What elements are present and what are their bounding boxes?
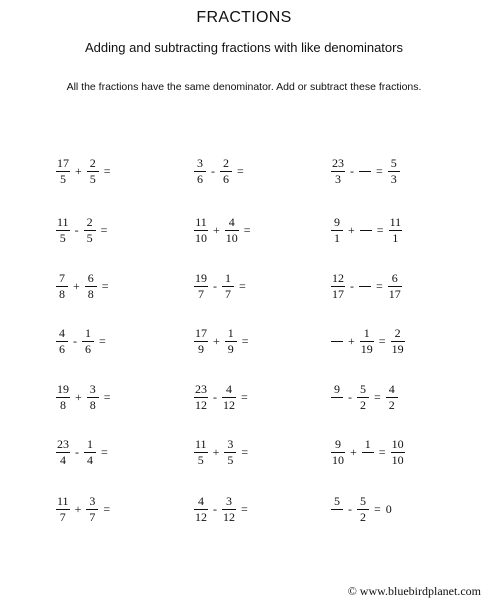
operator: + (75, 389, 82, 404)
operator: - (348, 389, 352, 404)
operator: + (213, 333, 220, 348)
operand-b-denominator: 10 (225, 230, 238, 245)
result-denominator: 19 (391, 341, 404, 356)
operand-b-numerator: 5 (360, 381, 366, 396)
operator: + (213, 222, 220, 237)
fraction-problem (331, 212, 402, 248)
fraction-problem (56, 323, 106, 359)
operator: + (74, 501, 82, 516)
fraction-problem (56, 434, 108, 470)
operand-b-numerator: 4 (226, 381, 232, 396)
operand-a (56, 157, 70, 186)
operand-a-denominator: 4 (60, 452, 66, 467)
operand-b-numerator: 1 (87, 436, 93, 451)
equals-sign: = (241, 333, 249, 348)
operator: + (350, 444, 357, 459)
operand-b (222, 495, 236, 524)
result-numerator: 4 (388, 381, 395, 396)
fraction-problem (331, 323, 405, 359)
operand-b (84, 216, 96, 245)
equals-sign: = (237, 163, 244, 178)
result-denominator: 3 (390, 171, 397, 186)
operand-a-numerator: 3 (197, 155, 203, 170)
operand-b (360, 216, 372, 245)
result-numerator: 6 (391, 270, 398, 285)
page-title: FRACTIONS (196, 9, 292, 26)
operator: - (350, 163, 354, 178)
operator: + (348, 222, 355, 237)
operand-b-numerator: 3 (227, 436, 234, 451)
operand-a-denominator: 10 (332, 452, 344, 467)
operand-b (87, 157, 99, 186)
operand-a (56, 438, 70, 467)
operand-a-denominator: 5 (197, 452, 204, 467)
operand-a-denominator (336, 510, 338, 524)
operand-a (331, 383, 343, 412)
operator: - (350, 278, 354, 293)
operand-a-numerator: 23 (195, 381, 207, 396)
operand-a-numerator: 9 (334, 381, 340, 396)
result (388, 157, 400, 186)
operator: + (73, 278, 80, 293)
operand-a-numerator: 23 (57, 436, 69, 451)
operand-a-denominator (336, 398, 338, 412)
operator: - (213, 278, 217, 293)
operand-a (194, 157, 206, 186)
footer-copyright: © www.bluebirdplanet.com (347, 584, 481, 598)
operator: + (212, 444, 220, 459)
equals-sign: = (99, 333, 106, 348)
operand-a-denominator: 7 (198, 286, 204, 301)
operand-a (331, 327, 343, 356)
equals-sign: = (103, 501, 111, 516)
operand-b-denominator: 5 (86, 230, 93, 245)
result (386, 383, 398, 412)
operand-a-numerator: 11 (57, 493, 69, 508)
fraction-problem (194, 434, 248, 470)
operand-b-numerator: 1 (227, 325, 234, 340)
operand-b-numerator: 1 (225, 270, 231, 285)
operand-a-numerator (336, 327, 338, 341)
fraction-problem (331, 268, 402, 304)
operand-b (222, 383, 236, 412)
operand-a-denominator: 5 (60, 171, 66, 186)
fraction-problem (56, 153, 111, 189)
result-numerator: 5 (390, 155, 397, 170)
result (391, 438, 405, 467)
operand-b-denominator: 4 (87, 452, 93, 467)
operand-b-denominator: 8 (89, 397, 96, 412)
operand-a-denominator: 8 (60, 397, 66, 412)
operator: - (213, 389, 217, 404)
operand-b-denominator (364, 287, 366, 301)
operand-a-denominator: 17 (332, 286, 344, 301)
operand-b-denominator: 6 (223, 171, 229, 186)
result-value: 0 (385, 501, 392, 516)
operand-b (82, 327, 94, 356)
result-denominator: 17 (388, 286, 401, 301)
equals-sign: = (241, 389, 248, 404)
equals-sign: = (103, 389, 111, 404)
operator: - (211, 163, 215, 178)
operand-b-numerator: 1 (85, 325, 91, 340)
operand-a (56, 383, 70, 412)
operand-a (331, 157, 345, 186)
operand-b-numerator: 2 (86, 214, 93, 229)
operand-a-numerator: 9 (334, 214, 340, 229)
result-denominator: 1 (392, 230, 399, 245)
operand-a (194, 383, 208, 412)
operator: + (75, 163, 82, 178)
operand-a (56, 495, 70, 524)
operand-b-numerator: 1 (363, 325, 370, 340)
operand-a (194, 495, 208, 524)
operand-b (222, 272, 234, 301)
operand-a (331, 272, 345, 301)
operand-a (331, 216, 343, 245)
operand-a-denominator: 3 (335, 171, 341, 186)
operator: + (348, 333, 355, 348)
fraction-problem (194, 212, 251, 248)
operand-b-denominator: 12 (223, 397, 235, 412)
operand-a-numerator: 23 (332, 155, 344, 170)
operator: - (348, 501, 352, 516)
fraction-problem (194, 268, 246, 304)
operand-b-denominator: 5 (227, 452, 234, 467)
operand-a-numerator: 19 (195, 270, 207, 285)
equals-sign: = (376, 163, 383, 178)
operand-b-numerator: 5 (360, 493, 366, 508)
operand-b-numerator: 3 (226, 493, 232, 508)
fraction-problem (331, 153, 400, 189)
result-denominator: 10 (391, 452, 404, 467)
operand-a-numerator: 5 (334, 493, 340, 508)
operand-b (87, 383, 99, 412)
operand-b-numerator (365, 216, 367, 230)
operand-b (85, 272, 97, 301)
operand-b-numerator: 2 (223, 155, 229, 170)
operand-a-denominator: 5 (59, 230, 66, 245)
operand-a-denominator: 6 (59, 341, 65, 356)
result (388, 272, 402, 301)
equals-sign: = (376, 278, 383, 293)
equals-sign: = (241, 501, 248, 516)
operand-b (224, 438, 236, 467)
operand-a-denominator (336, 342, 338, 356)
equals-sign: = (100, 222, 108, 237)
equals-sign: = (101, 278, 109, 293)
operand-a (194, 438, 208, 467)
operand-b (225, 216, 239, 245)
fraction-problem (194, 153, 244, 189)
operand-b (86, 495, 98, 524)
operand-b-numerator (364, 272, 366, 286)
operand-a (194, 327, 208, 356)
operand-b-denominator: 5 (89, 171, 96, 186)
operand-a (56, 216, 70, 245)
equals-sign: = (374, 501, 381, 516)
fraction-problem (56, 491, 110, 527)
equals-sign: = (378, 333, 386, 348)
operand-a-denominator: 8 (59, 286, 65, 301)
operand-a-denominator: 9 (198, 341, 204, 356)
operand-b-denominator: 12 (223, 509, 235, 524)
fraction-problem (56, 212, 107, 248)
operand-b-denominator: 7 (89, 509, 96, 524)
operand-a-numerator: 4 (59, 325, 65, 340)
operand-a-numerator: 9 (335, 436, 341, 451)
operand-b-denominator: 7 (225, 286, 231, 301)
operand-b-numerator: 2 (89, 155, 96, 170)
operand-b-denominator: 2 (360, 509, 366, 524)
equals-sign: = (239, 278, 246, 293)
operand-a (194, 216, 208, 245)
operand-b-numerator: 3 (89, 381, 96, 396)
fraction-problem (331, 434, 405, 470)
equals-sign: = (378, 444, 386, 459)
operand-b-denominator: 8 (87, 286, 94, 301)
equals-sign: = (376, 222, 384, 237)
operand-b-numerator: 6 (87, 270, 94, 285)
fraction-problem (194, 491, 248, 527)
operand-b-numerator: 4 (228, 214, 235, 229)
operand-a (331, 495, 343, 524)
operand-b-denominator (367, 453, 369, 467)
fraction-problem (56, 268, 109, 304)
equals-sign: = (374, 389, 381, 404)
operand-b-numerator (364, 157, 366, 171)
operand-b (359, 157, 371, 186)
operand-a-numerator: 19 (57, 381, 69, 396)
operand-b (360, 327, 374, 356)
equals-sign: = (103, 163, 111, 178)
operand-a (56, 272, 68, 301)
operand-b-denominator (364, 172, 366, 186)
result-numerator: 10 (391, 436, 404, 451)
operand-a-numerator: 17 (195, 325, 207, 340)
operator: - (213, 501, 217, 516)
operator: - (75, 444, 79, 459)
operand-b-numerator: 3 (89, 493, 96, 508)
result (391, 327, 405, 356)
equals-sign: = (101, 444, 108, 459)
operand-b-denominator (365, 231, 367, 245)
fraction-problem (194, 379, 248, 415)
operand-a-denominator: 7 (59, 509, 66, 524)
operand-b-denominator: 6 (85, 341, 91, 356)
result-numerator: 2 (394, 325, 401, 340)
operand-a-denominator: 12 (195, 509, 207, 524)
fraction-problem (56, 379, 111, 415)
operand-b (357, 383, 369, 412)
operand-a-numerator: 4 (198, 493, 204, 508)
operand-b (220, 157, 232, 186)
operator: - (74, 222, 79, 237)
operand-a (56, 327, 68, 356)
operand-a-numerator: 11 (195, 436, 207, 451)
operand-a-numerator: 7 (59, 270, 65, 285)
operand-b-denominator: 9 (227, 341, 234, 356)
operand-a-denominator: 10 (195, 230, 207, 245)
equals-sign: = (243, 222, 251, 237)
operand-a-numerator: 11 (195, 214, 207, 229)
operand-b (84, 438, 96, 467)
operand-a (194, 272, 208, 301)
operand-a-denominator: 12 (195, 397, 207, 412)
operand-a-denominator: 1 (334, 230, 340, 245)
operand-a-numerator: 17 (57, 155, 69, 170)
fraction-problem (331, 379, 398, 415)
operand-b-numerator: 1 (364, 436, 371, 451)
operand-b (225, 327, 237, 356)
operand-b (359, 272, 371, 301)
result (389, 216, 403, 245)
operand-b (362, 438, 374, 467)
operator: - (73, 333, 77, 348)
result-numerator: 11 (389, 214, 402, 229)
operand-b-denominator: 19 (360, 341, 373, 356)
operand-a-numerator: 12 (332, 270, 344, 285)
result-denominator: 2 (388, 397, 395, 412)
operand-b-denominator: 2 (360, 397, 366, 412)
operand-a-numerator: 11 (57, 214, 69, 229)
operand-a-denominator: 6 (197, 171, 203, 186)
fraction-problem (331, 491, 392, 527)
operand-b (357, 495, 369, 524)
equals-sign: = (241, 444, 249, 459)
instructions: All the fractions have the same denominator. Add or subtract these fractions. (66, 81, 422, 93)
operand-a (331, 438, 345, 467)
page-subtitle: Adding and subtracting fractions with like denominators (85, 40, 403, 55)
fraction-problem (194, 323, 249, 359)
